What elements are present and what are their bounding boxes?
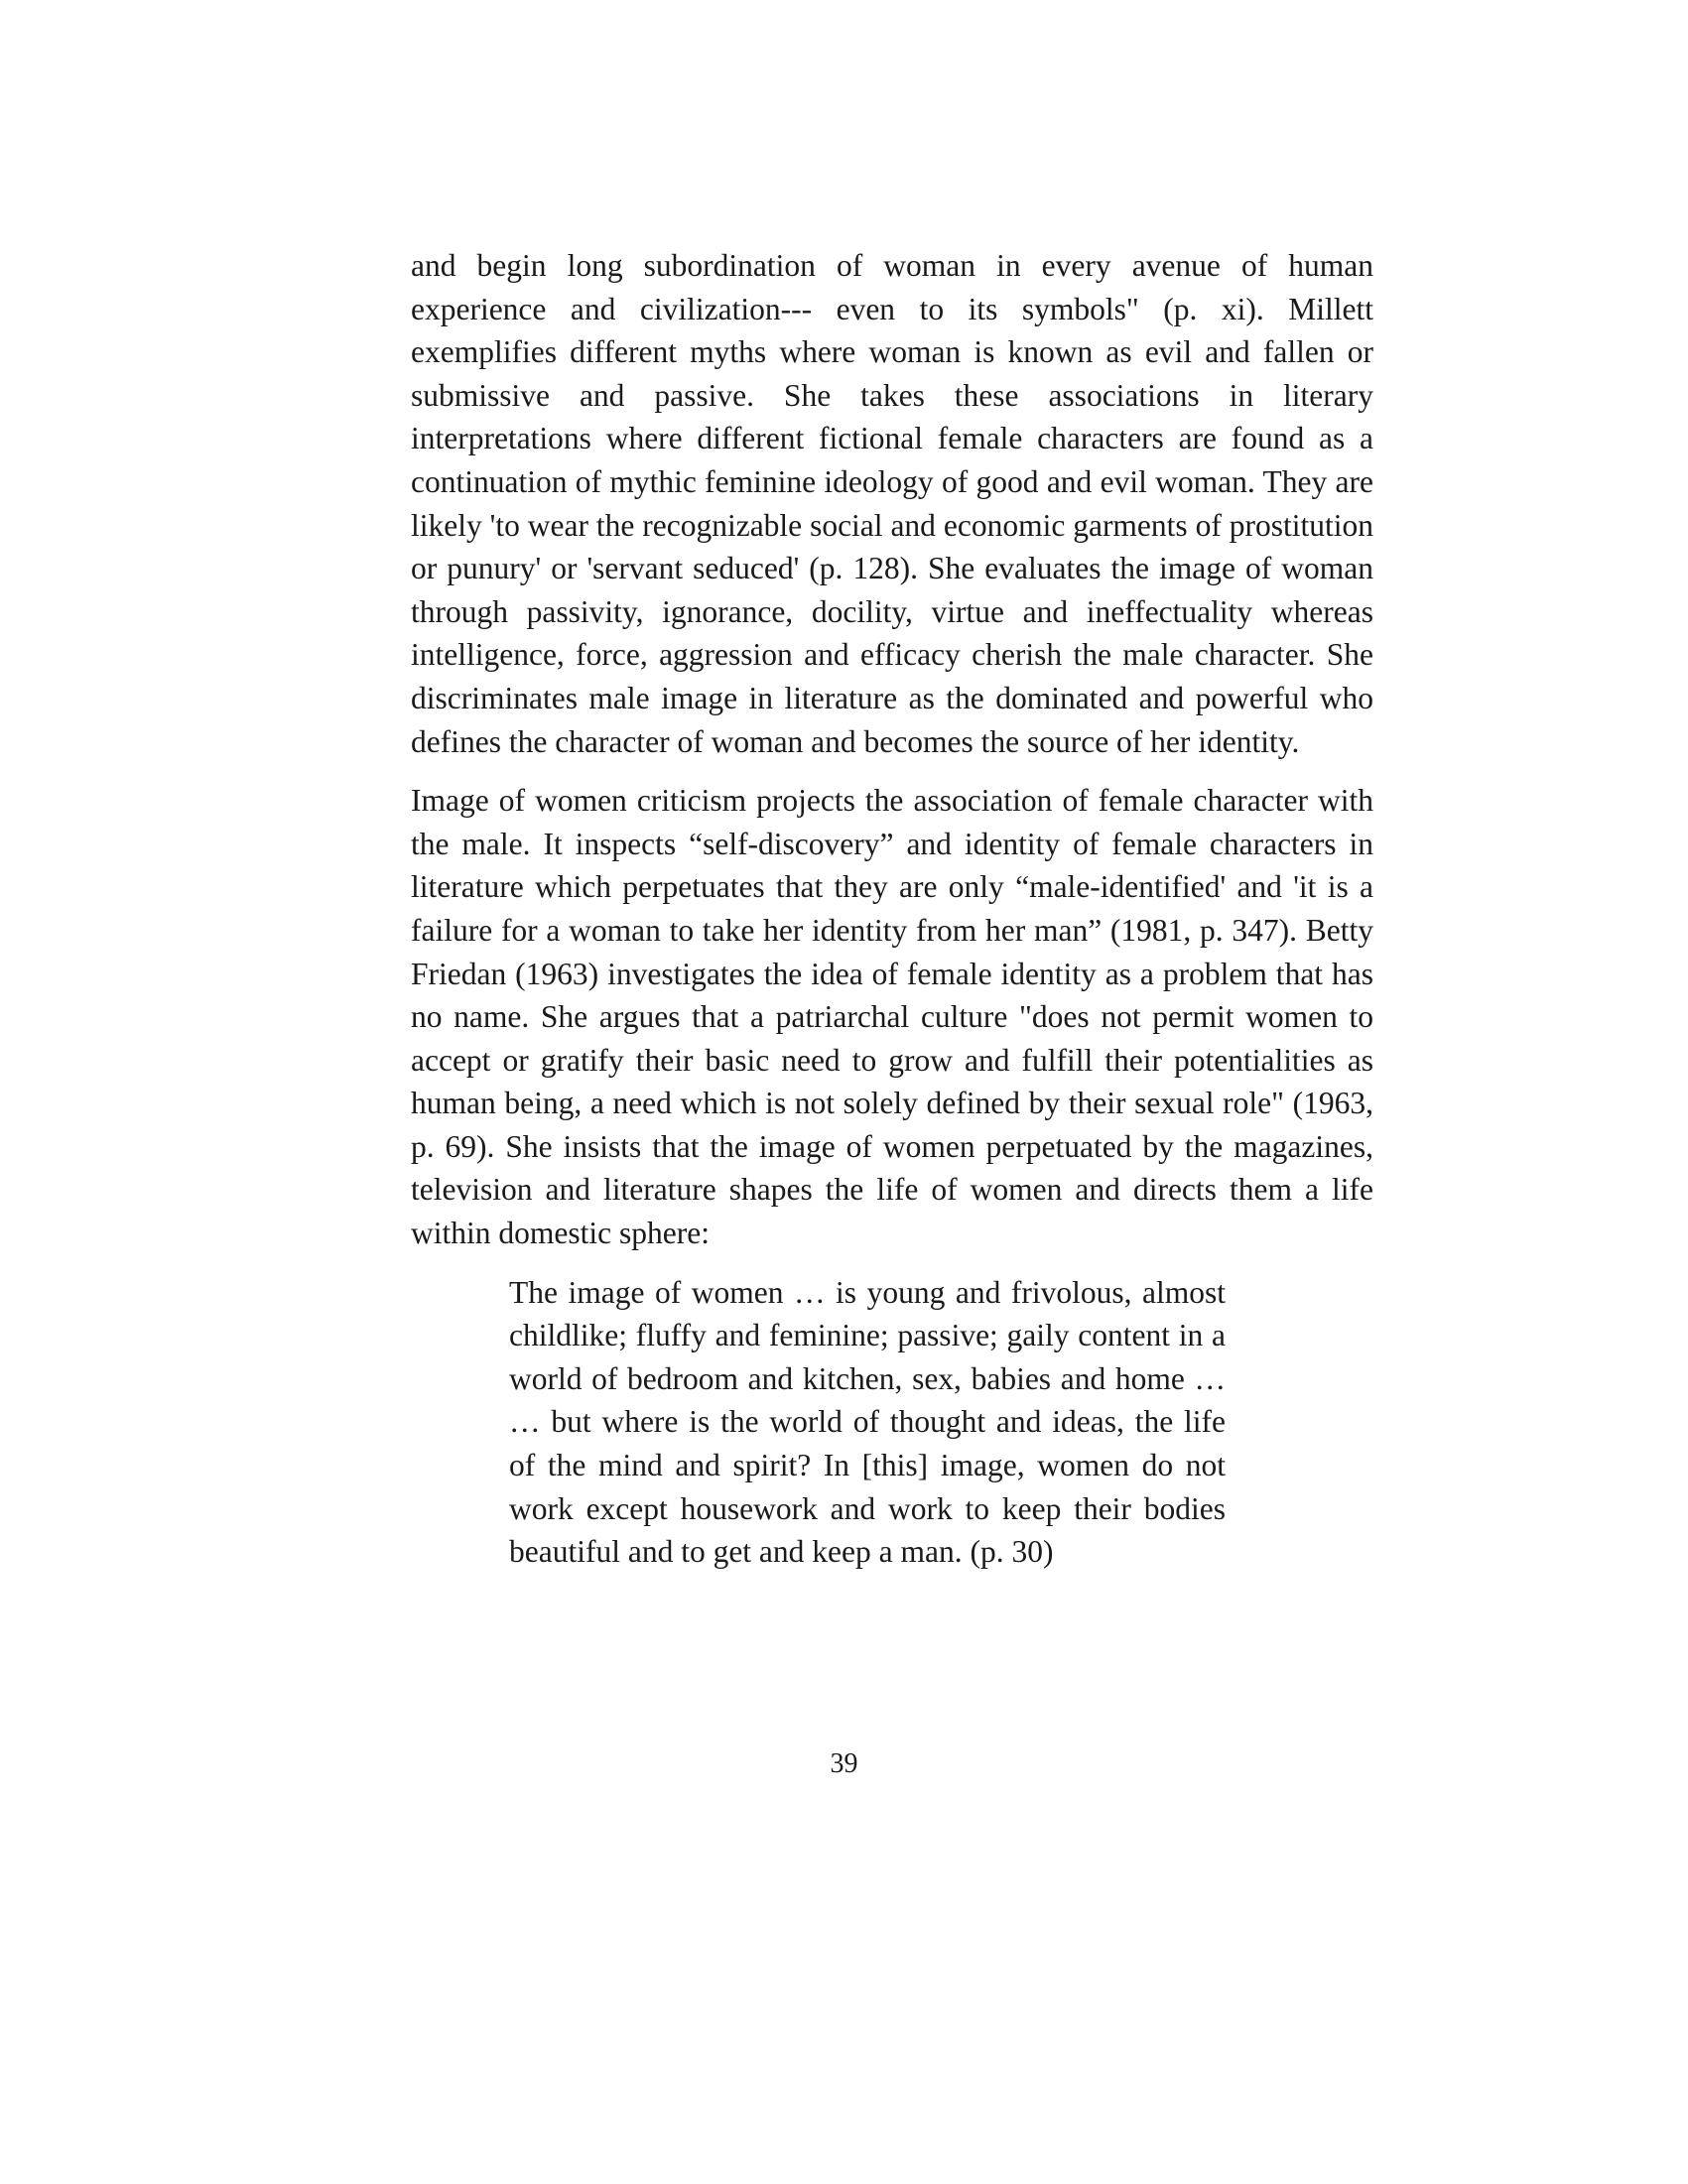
page-number: 39 [830, 1748, 858, 1779]
paragraph-2: Image of women criticism projects the association of female character with the male. It inspects “self-discovery” and identity of female characters in literature which perpetuates that they are only “male-identified' and 'it is a failure for a woman to take her identity from her man” (1981, p. 347). Betty Friedan (1963) investigates the idea of female identity as a problem that has no name. She argues that a patriarchal culture "does not permit women to accept or gratify their basic need to grow and fulfill their potentialities as human being, a need which is not solely defined by their sexual role" (1963, p. 69). She insists that the image of women perpetuated by the magazines, television and literature shapes the life of women and directs them a life within domestic sphere: [411, 783, 1373, 1251]
block-quote: The image of women … is young and frivolous, almost childlike; fluffy and feminine; passive; gaily content in a world of bedroom and kitchen, sex, babies and home … … but where is the world of thought and ideas, the life of the mind and spirit? In [this] image, women do not work except housework and work to keep their bodies beautiful and to get and keep a man. (p. 30) [509, 1274, 1226, 1570]
body-text [411, 244, 1373, 1574]
paragraph-1: and begin long subordination of woman in every avenue of human experience and civilization--- even to its symbols" (p. xi). Millett exemplifies different myths where woman is known as evil and fallen or submissive and passive. She takes these associations in literary interpretations where different fictional female characters are found as a continuation of mythic feminine ideology of good and evil woman. They are likely 'to wear the recognizable social and economic garments of prostitution or punury' or 'servant seduced' (p. 128). She evaluates the image of woman through passivity, ignorance, docility, virtue and ineffectuality whereas intelligence, force, aggression and efficacy cherish the male character. She discriminates male image in literature as the dominated and powerful who defines the character of woman and becomes the source of her identity. [411, 248, 1373, 759]
